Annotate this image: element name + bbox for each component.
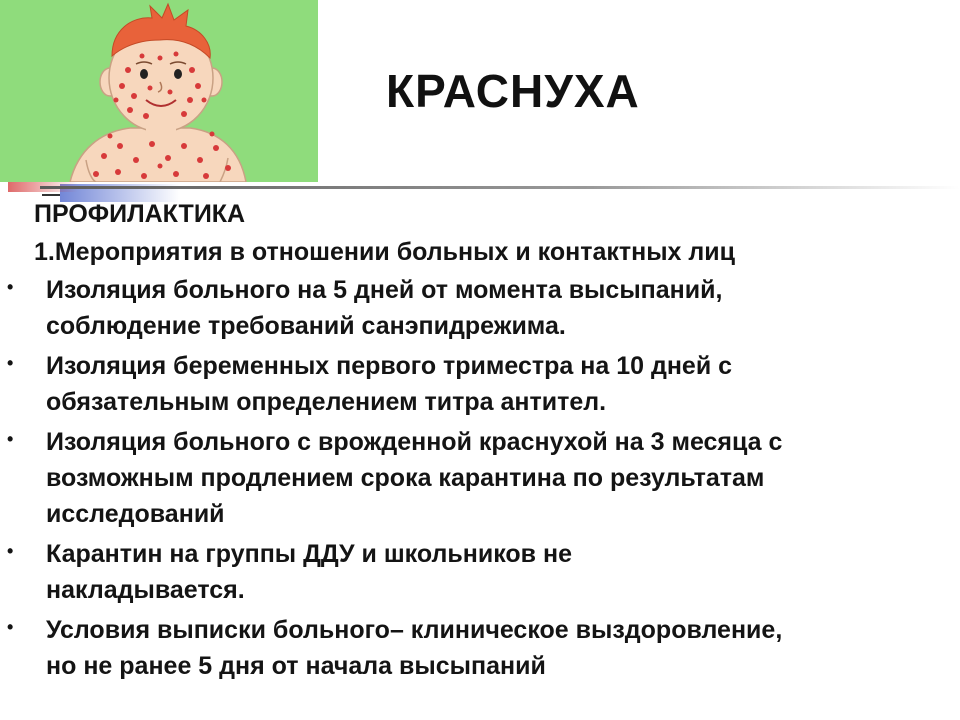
bullet-line: возможным продлением срока карантина по результатам	[46, 464, 765, 492]
slide-title: КРАСНУХА	[386, 65, 640, 117]
bullet-icon: •	[7, 541, 14, 561]
bullet-line: но не ранее 5 дня от начала высыпаний	[46, 652, 546, 680]
subheading: 1.Мероприятия в отношении больных и контактных лиц	[34, 238, 736, 266]
bullet-line: исследований	[46, 500, 225, 528]
bullet-line: накладывается.	[46, 576, 245, 604]
list-item	[0, 424, 916, 532]
list-item	[0, 348, 916, 420]
section-heading: ПРОФИЛАКТИКА	[34, 200, 246, 228]
list-item	[0, 272, 916, 344]
bullet-line: соблюдение требований санэпидрежима.	[46, 312, 566, 340]
list-item	[0, 536, 916, 608]
list-item	[0, 612, 916, 684]
bullet-line: Изоляция беременных первого триместра на 10 дней с	[46, 352, 733, 380]
bullet-icon: •	[7, 353, 14, 373]
bullet-icon: •	[7, 617, 14, 637]
bullet-line: Карантин на группы ДДУ и школьников не	[46, 540, 573, 568]
bullet-line: обязательным определением титра антител.	[46, 388, 607, 416]
bullet-icon: •	[7, 429, 14, 449]
bullet-list	[0, 272, 960, 688]
bullet-line: Условия выписки больного– клиническое выздоровление,	[46, 616, 783, 644]
child-with-rash-illustration	[0, 0, 318, 182]
bullet-line: Изоляция больного на 5 дней от момента высыпаний,	[46, 276, 723, 304]
bullet-line: Изоляция больного с врожденной краснухой на 3 месяца с	[46, 428, 783, 456]
bullet-icon: •	[7, 277, 14, 297]
